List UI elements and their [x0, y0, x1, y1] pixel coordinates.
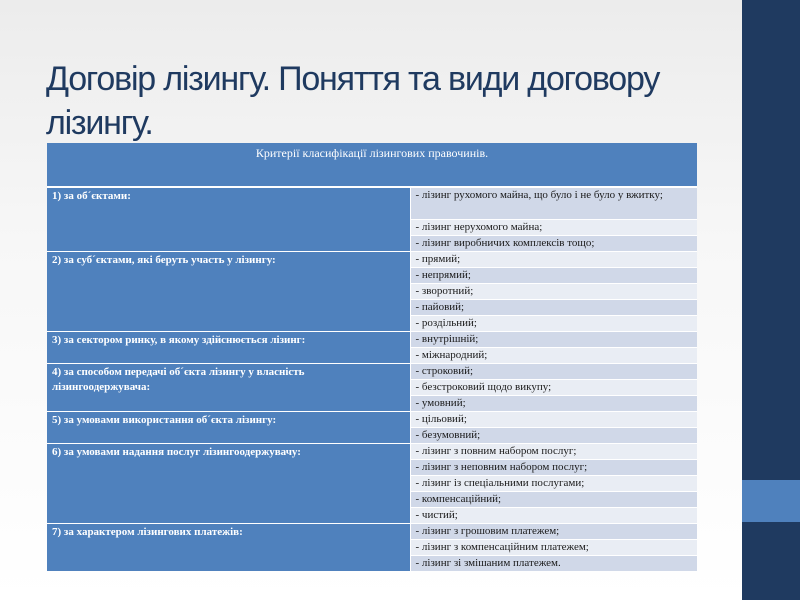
option-cell: - міжнародний;	[410, 348, 697, 364]
option-cell: - лізинг з компенсаційним платежем;	[410, 540, 697, 556]
table-row	[47, 332, 697, 348]
criterion-cell: 4) за способом передачі об´єкта лізингу у власність лізингоодержувача:	[47, 364, 410, 412]
option-cell: - непрямий;	[410, 268, 697, 284]
option-cell: - умовний;	[410, 396, 697, 412]
option-cell: - лізинг з грошовим платежем;	[410, 524, 697, 540]
criterion-cell: 1) за об´єктами:	[47, 187, 410, 252]
table-row	[47, 187, 697, 220]
criterion-cell: 6) за умовами надання послуг лізингоодержувачу:	[47, 444, 410, 524]
option-cell: - лізинг виробничих комплексів тощо;	[410, 236, 697, 252]
option-cell: - лізинг нерухомого майна;	[410, 220, 697, 236]
option-cell: - безстроковий щодо викупу;	[410, 380, 697, 396]
option-cell: - строковий;	[410, 364, 697, 380]
option-cell: - лізинг із спеціальними послугами;	[410, 476, 697, 492]
table-row	[47, 364, 697, 380]
criterion-cell: 2) за суб´єктами, які беруть участь у лізингу:	[47, 252, 410, 332]
option-cell: - зворотний;	[410, 284, 697, 300]
criterion-cell: 7) за характером лізингових платежів:	[47, 524, 410, 572]
option-cell: - лізинг рухомого майна, що було і не було у вжитку;	[410, 187, 697, 220]
criterion-cell: 3) за сектором ринку, в якому здійснюється лізинг:	[47, 332, 410, 364]
option-cell: - лізинг з неповним набором послуг;	[410, 460, 697, 476]
option-cell: - безумовний;	[410, 428, 697, 444]
classification-table	[47, 143, 697, 571]
option-cell: - чистий;	[410, 508, 697, 524]
table-row	[47, 444, 697, 460]
option-cell: - компенсаційний;	[410, 492, 697, 508]
option-cell: - лізинг зі змішаним платежем.	[410, 556, 697, 572]
option-cell: - прямий;	[410, 252, 697, 268]
table-body	[47, 187, 697, 571]
option-cell: - цільовий;	[410, 412, 697, 428]
criterion-cell: 5) за умовами використання об´єкта лізингу:	[47, 412, 410, 444]
table-header: Критерії класифікації лізингових правочинів.	[47, 143, 697, 187]
option-cell: - пайовий;	[410, 300, 697, 316]
slide-title: Договір лізингу. Поняття та види договору лізингу.	[46, 59, 660, 142]
option-cell: - роздільний;	[410, 316, 697, 332]
table-row	[47, 252, 697, 268]
option-cell: - внутрішній;	[410, 332, 697, 348]
table-row	[47, 412, 697, 428]
option-cell: - лізинг з повним набором послуг;	[410, 444, 697, 460]
right-decor-accent	[742, 480, 800, 522]
table-row	[47, 524, 697, 540]
